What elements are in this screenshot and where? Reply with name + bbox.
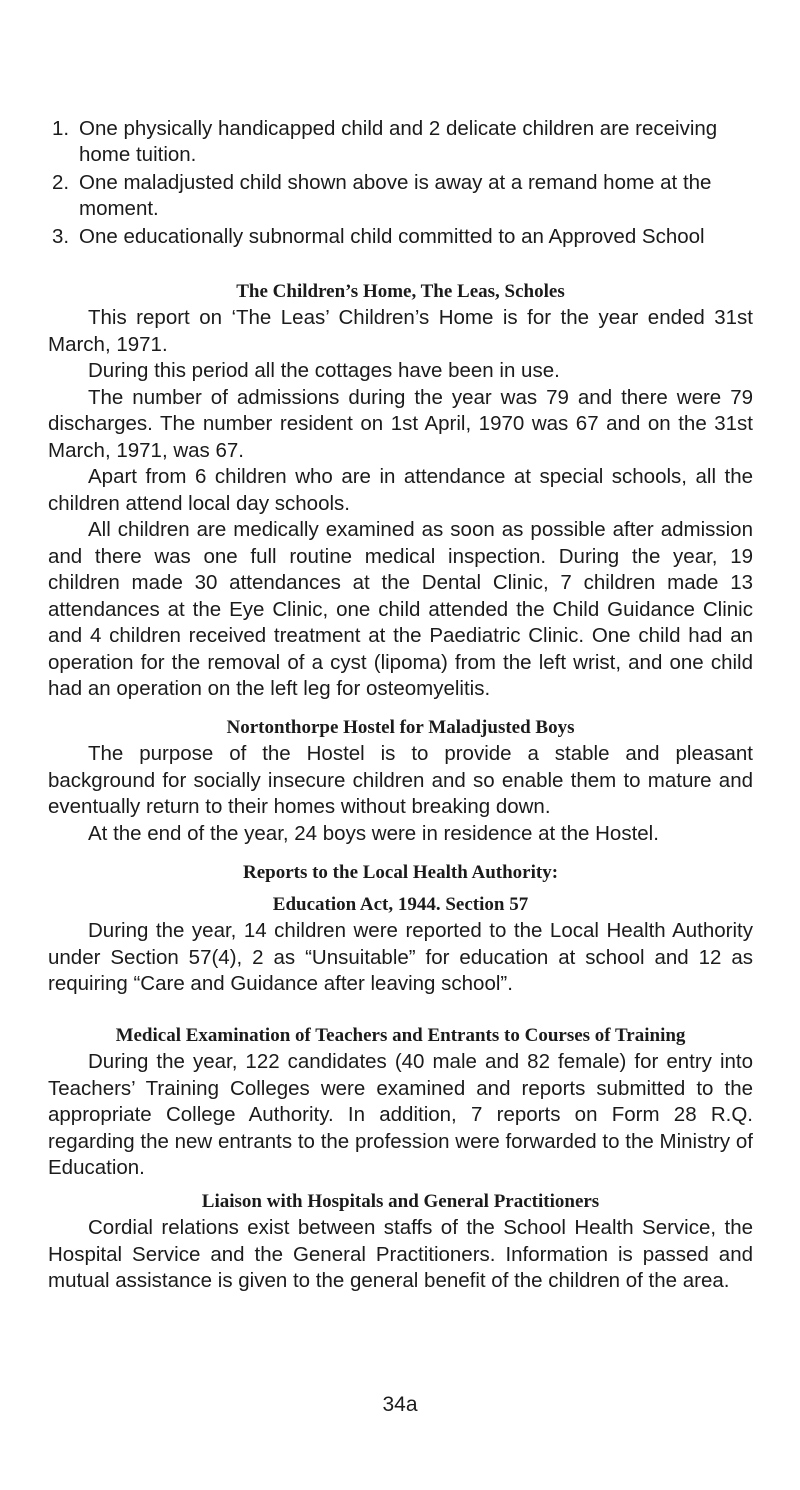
paragraph: The number of admissions during the year was 79 and there were 79 discharges. The number resident on 1st April, 1970 was 67 and on the 31st March, 1971, was 67.	[48, 385, 753, 462]
section-heading: Liaison with Hospitals and General Practitioners	[201, 1191, 600, 1212]
list-text: One physically handicapped child and 2 delicate children are receiving home tuition.	[79, 117, 718, 166]
liaison-section	[48, 1189, 753, 1295]
list-text: One educationally subnormal child committed to an Approved School	[79, 225, 705, 248]
teachers-section	[48, 1023, 753, 1182]
paragraph: During the year, 122 candidates (40 male and 82 female) for entry into Teachers’ Training Colleges were examined and reports submitted to the appropriate College Authority. In addition, 7 reports on Form 28 R.Q. regarding the new entrants to the profession were forwarded to the Ministry of Education.	[48, 1050, 753, 1179]
list-item	[52, 224, 752, 250]
list-text: One maladjusted child shown above is away at a remand home at the moment.	[79, 171, 712, 220]
list-number: 3.	[52, 225, 70, 248]
section-heading: Reports to the Local Health Authority:	[242, 862, 559, 883]
paragraph: This report on ‘The Leas’ Children’s Home is for the year ended 31st March, 1971.	[48, 306, 753, 356]
hostel-section	[48, 715, 753, 847]
section-heading: Medical Examination of Teachers and Entrants to Courses of Training	[115, 1025, 686, 1046]
paragraph: The purpose of the Hostel is to provide a stable and pleasant background for socially insecure children and so enable them to mature and eventually return to their homes without breaking down.	[48, 742, 753, 818]
list-number: 1.	[52, 117, 70, 140]
section-subheading: Education Act, 1944. Section 57	[272, 894, 529, 915]
childrens-home-section	[48, 279, 753, 703]
numbered-list	[52, 116, 752, 252]
list-item	[52, 170, 752, 222]
paragraph: Cordial relations exist between staffs of the School Health Service, the Hospital Service and the General Practitioners. Information is passed and mutual assistance is given to the general benefit of the children of the area.	[48, 1216, 753, 1292]
paragraph: Apart from 6 children who are in attendance at special schools, all the children attend local day schools.	[48, 465, 753, 515]
paragraph: At the end of the year, 24 boys were in residence at the Hostel.	[88, 821, 659, 845]
section-heading: The Children’s Home, The Leas, Scholes	[236, 281, 565, 302]
section-heading: Nortonthorpe Hostel for Maladjusted Boys	[226, 717, 575, 738]
paragraph: During the year, 14 children were reported to the Local Health Authority under Section 57(4), 2 as “Unsuitable” for education at school and 12 as requiring “Care and Guidance after leaving school”.	[48, 919, 753, 995]
paragraph: All children are medically examined as soon as possible after admission and there was one full routine medical inspection. During the year, 19 children made 30 attendances at the Dental Clinic, 7 children made 13 attendances at the Eye Clinic, one child attended the Child Guidance Clinic and 4 children received treatment at the Paediatric Clinic. One child had an operation for the removal of a cyst (lipoma) from the left wrist, and one child had an operation on the left leg for osteomyelitis.	[48, 518, 753, 700]
reports-section	[48, 860, 753, 998]
page-number: 34a	[382, 1393, 418, 1416]
list-item	[52, 116, 752, 168]
list-number: 2.	[52, 171, 70, 194]
paragraph: During this period all the cottages have been in use.	[88, 359, 560, 382]
